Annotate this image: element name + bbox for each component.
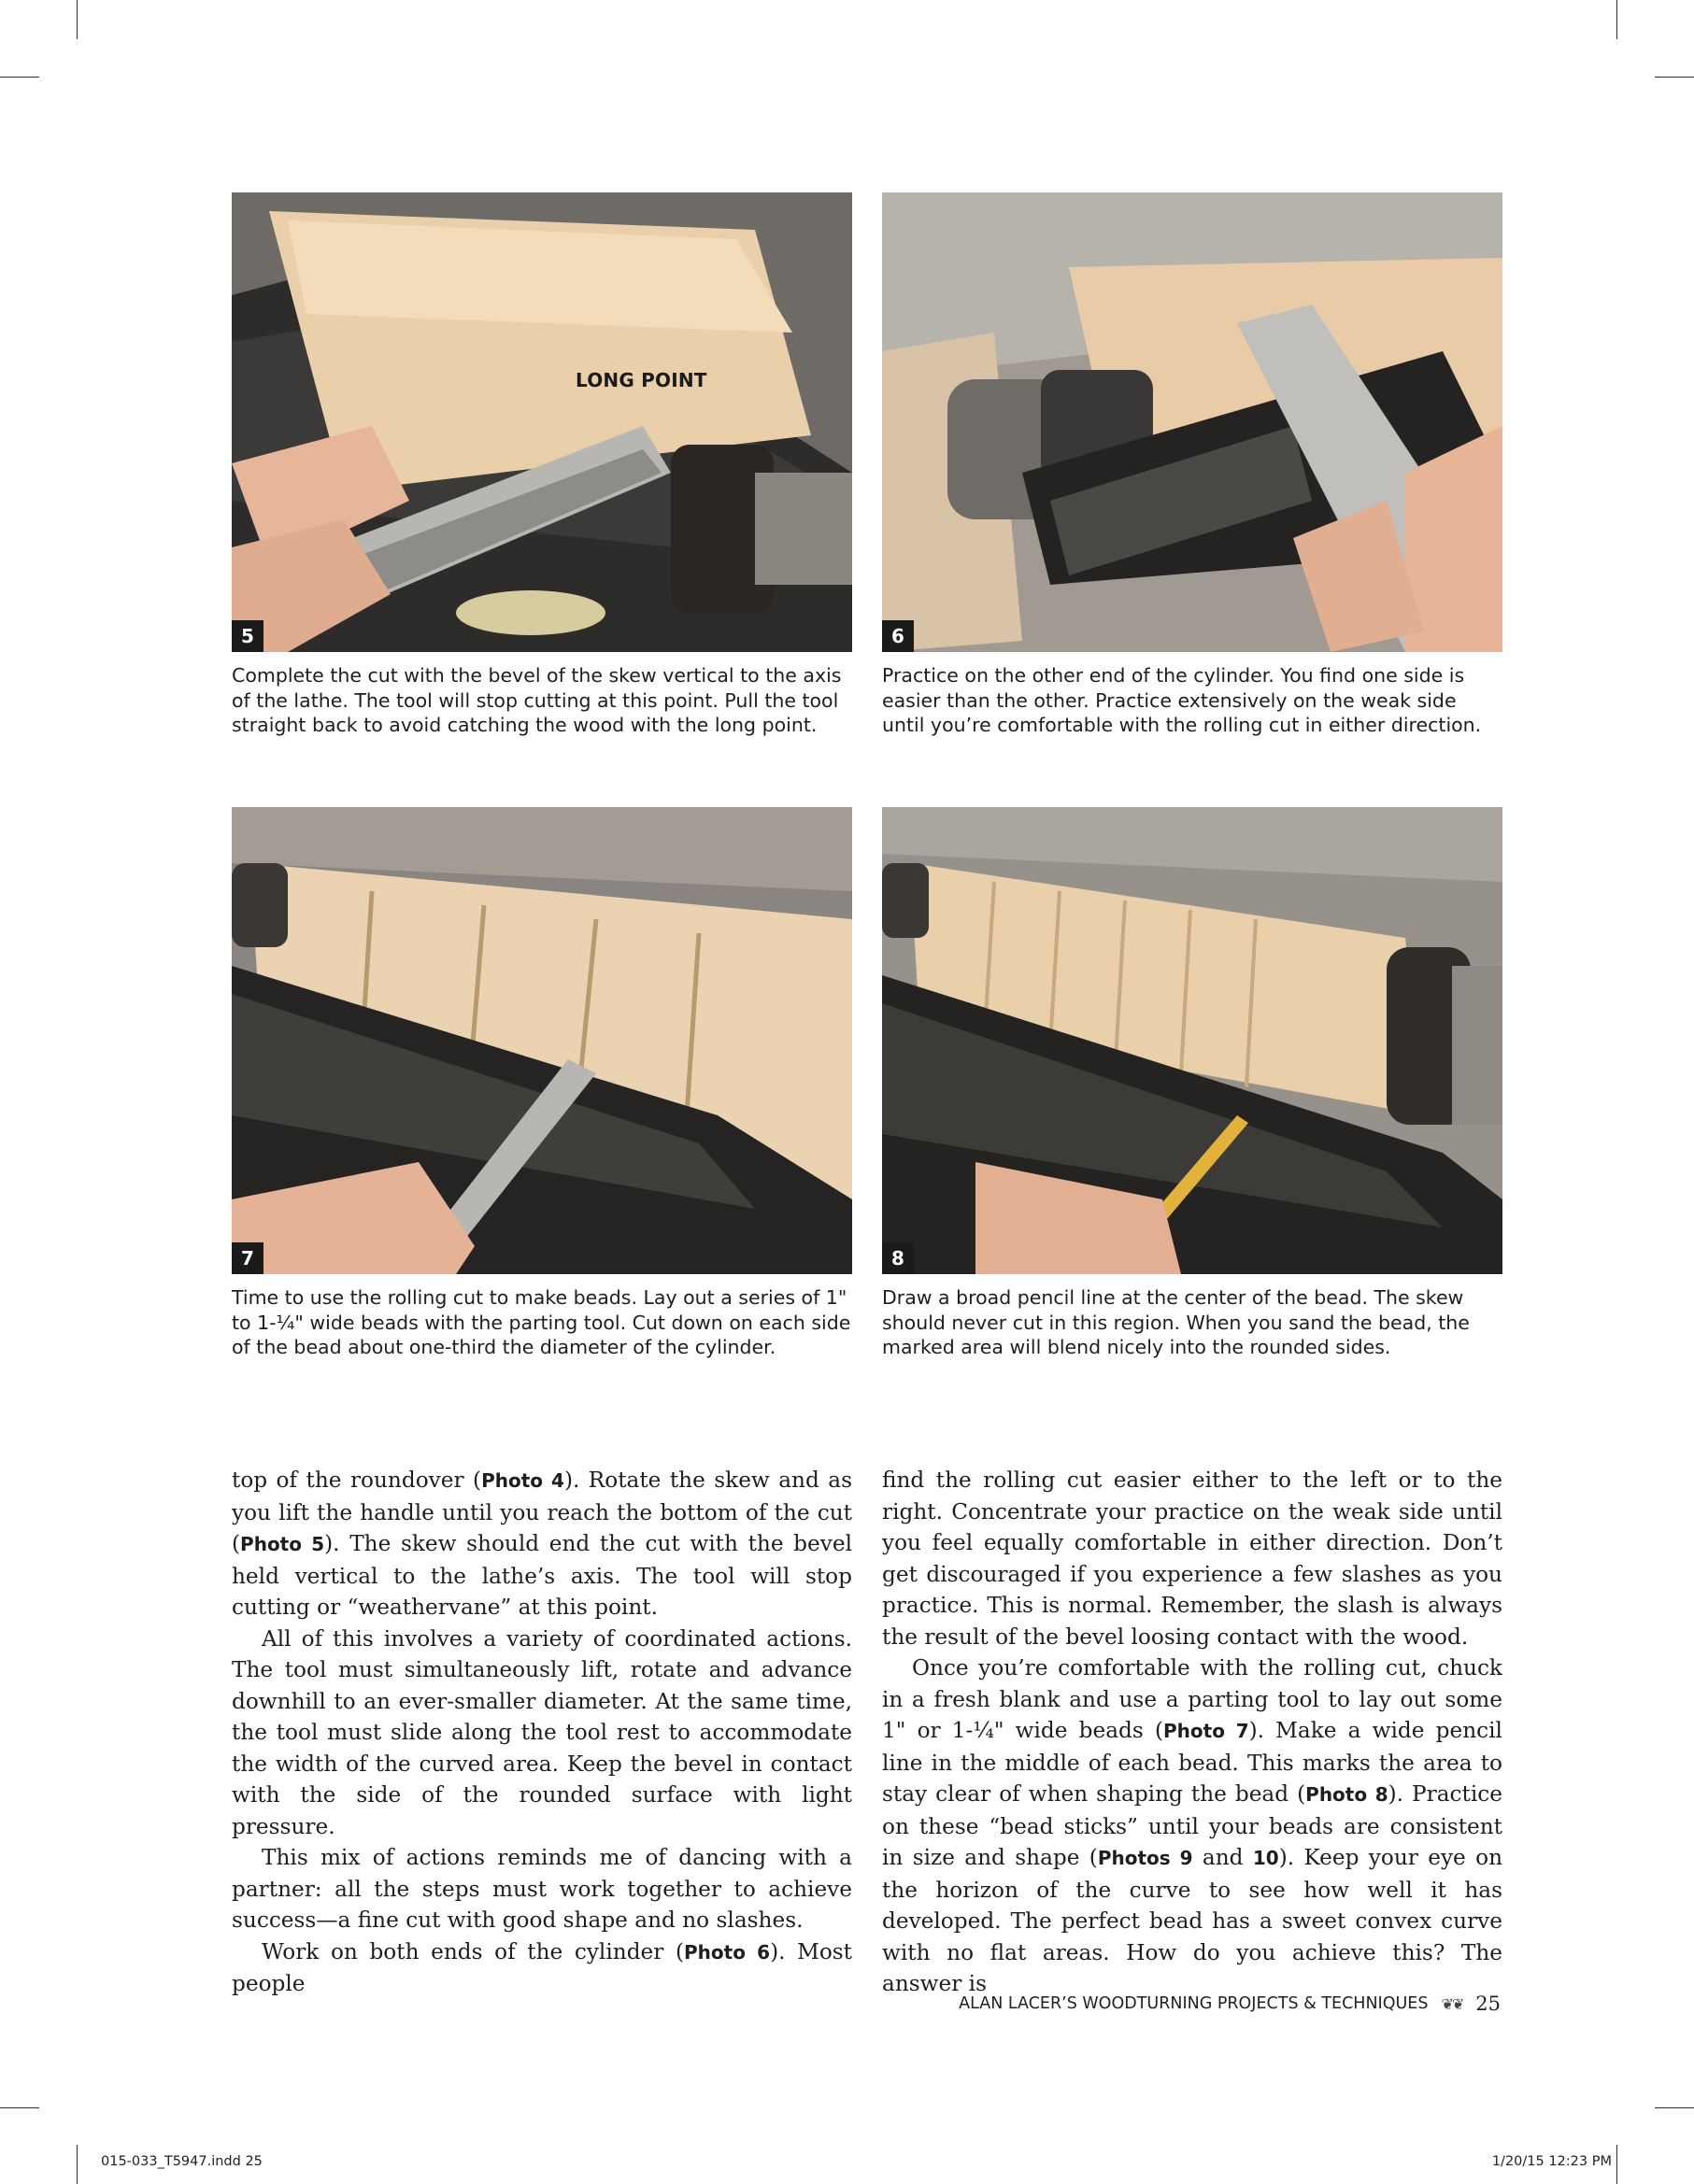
photo-reference: Photos 9 — [1097, 1847, 1193, 1869]
photo-6-cylinder-end — [882, 192, 1502, 652]
photo-reference: Photo 6 — [684, 1940, 771, 1964]
photo-number: 8 — [882, 1242, 914, 1274]
photo-reference: Photo 7 — [1163, 1720, 1249, 1742]
paragraph: Work on both ends of the cylinder (Photo 6). Most people — [232, 1938, 853, 1996]
body-column-left — [232, 1465, 852, 2000]
crop-mark — [0, 2107, 39, 2108]
paragraph: Once you’re comfortable with the rolling cut, chuck in a fresh blank and use a parting tool to lay out some 1" or 1-¼" wide beads (Photo 7). Make a wide pencil line in the middle of each bead. This marks the area to stay clear of when shaping the bead (Photo 8). Practice on these “bead sticks” until your beads are consistent in size and shape (Photos 9 and 10). Keep your eye on the horizon of the curve to see how well it has developed. The perfect bead has a sweet convex curve with no flat areas. How do you achieve this? The answer is — [882, 1655, 1502, 1996]
photo-5-caption: Complete the cut with the bevel of the skew vertical to the axis of the lathe. The tool will stop cutting at this point. Pull the tool straight back to avoid catching the wood with the long point. — [232, 664, 842, 736]
crop-mark — [1616, 0, 1617, 39]
photo-7-caption: Time to use the rolling cut to make beads. Lay out a series of 1" to 1-¼" wide beads with the parting tool. Cut down on each side of the bead about one-third the diameter of the cylinder. — [232, 1286, 851, 1358]
crop-mark — [77, 2145, 78, 2184]
page-number: 25 — [1475, 1993, 1501, 2015]
ornament-icon: ❦❦ — [1441, 1994, 1463, 2013]
crop-mark — [1655, 77, 1694, 78]
running-title: ALAN LACER’S WOODTURNING PROJECTS & TECHNIQUES — [959, 1994, 1429, 2013]
crop-mark — [77, 0, 78, 39]
slug-filename: 015-033_T5947.indd 25 — [101, 2154, 263, 2169]
paragraph: This mix of actions reminds me of dancing with a partner: all the steps must work together to achieve success—a fine cut with good shape and no slashes. — [232, 1845, 852, 1933]
slug-timestamp: 1/20/15 12:23 PM — [1491, 2154, 1612, 2169]
paragraph: find the rolling cut easier either to the left or to the right. Concentrate your practice on the weak side until you feel equally comfortable in either direction. Don’t get discouraged if you experience a few slashes as you practice. This is normal. Remember, the slash is always the result of the bevel loosing contact with the wood. — [882, 1468, 1502, 1650]
photo-number: 6 — [882, 620, 914, 652]
crop-mark — [1616, 2145, 1617, 2184]
crop-mark — [0, 77, 39, 78]
photo-6-caption: Practice on the other end of the cylinder. You find one side is easier than the other. Practice extensively on the weak side until you’re comfortable with the rolling cut in either direction. — [882, 664, 1482, 736]
long-point-label: LONG POINT — [576, 369, 707, 391]
photo-reference: Photo 4 — [481, 1469, 564, 1492]
photo-8-caption: Draw a broad pencil line at the center of the bead. The skew should never cut in this region. When you sand the bead, the marked area will blend nicely into the rounded sides. — [882, 1286, 1470, 1358]
photo-8-pencil-line — [882, 807, 1502, 1274]
running-footer — [959, 1993, 1501, 2015]
paragraph: top of the roundover (Photo 4). Rotate the skew and as you lift the handle until you reach the bottom of the cut (Photo 5). The skew should end the cut with the bevel held vertical to the lathe’s axis. The tool will stop cutting or “weathervane” at this point. — [232, 1468, 852, 1620]
paragraph: All of this involves a variety of coordinated actions. The tool must simultaneously lift, rotate and advance downhill to an ever-smaller diameter. At the same time, the tool must slide along the tool rest to accommodate the width of the curved area. Keep the bevel in contact with the side of the rounded surface with light pressure. — [232, 1625, 852, 1839]
photo-number: 7 — [232, 1242, 263, 1274]
photo-reference: 10 — [1252, 1847, 1279, 1869]
photo-reference: Photo 5 — [240, 1533, 325, 1555]
photo-5-skew-long-point — [232, 192, 852, 652]
body-column-right — [882, 1465, 1502, 2000]
photo-7-bead-layout — [232, 807, 852, 1274]
crop-mark — [1655, 2107, 1694, 2108]
photo-number: 5 — [232, 620, 263, 652]
photo-reference: Photo 8 — [1305, 1783, 1388, 1806]
